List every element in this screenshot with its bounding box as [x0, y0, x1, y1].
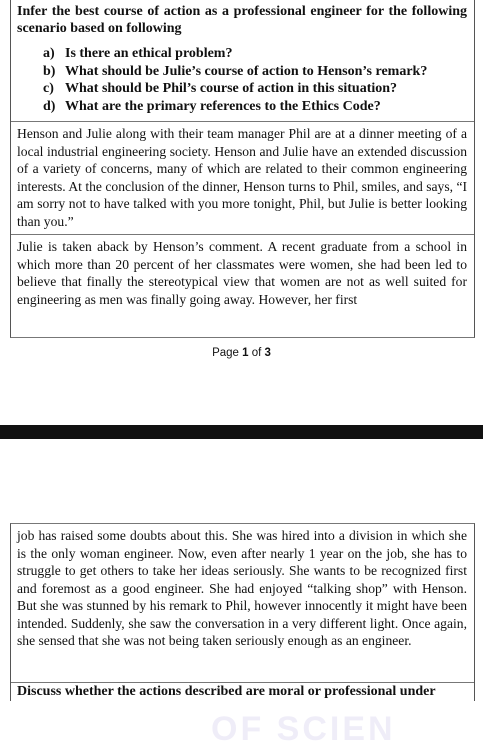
continuation-box	[10, 523, 475, 748]
scenario-paragraph-1: Henson and Julie along with their team manager Phil are at a dinner meeting of a local industrial engineering society. Henson and Julie have an extended discussion of a variety of concerns, many of which are related to their common engineering interests. At the conclusion of the dinner, Henson turns to Phil, smiles, and says, “I am sorry not to have talked with you more tonight, Phil, but Julie is better looking than you.”	[11, 121, 474, 234]
watermark: OF SCIEN	[211, 710, 396, 748]
question-text: What should be Julie’s course of action to Henson’s remark?	[65, 63, 428, 79]
question-letter: b)	[43, 63, 56, 79]
discussion-prompt: Discuss whether the actions described are moral or professional under	[11, 682, 474, 700]
question-letter: a)	[43, 46, 55, 61]
question-text: What should be Phil’s course of action in this situation?	[65, 81, 398, 96]
question-item	[43, 45, 467, 63]
page-number: Page 1 of 3	[212, 347, 271, 359]
document-page-2	[0, 439, 483, 748]
scenario-paragraph-3: job has raised some doubts about this. She was hired into a division in which she is the only woman engineer. Now, even after nearly 1 year on the job, she has to struggle to get others to take her ideas seriously. She wants to be recognized first and foremost as a good engineer. She had enjoyed “talking shop” with Henson. But she was stunned by his remark to Phil, however innocently it might have been intended. Suddenly, she saw the conversation in a very different light. Once again, she sensed that she was not being taken seriously enough as an engineer.	[17, 528, 467, 648]
question-letter: c)	[43, 81, 54, 96]
question-text: What are the primary references to the Ethics Code?	[65, 98, 381, 114]
question-box	[10, 0, 475, 338]
page-break-divider	[0, 425, 483, 439]
instructions-heading: Infer the best course of action as a professional engineer for the following scenario based on following	[17, 4, 467, 36]
question-item	[43, 98, 467, 116]
scenario-paragraph-2: Julie is taken aback by Henson’s comment. A recent graduate from a school in which more than 20 percent of her classmates were women, she had been led to believe that finally the stereotypical view that women are not as well suited for engineering as men was finally going away. However, her first	[11, 234, 474, 312]
question-text: Is there an ethical problem?	[65, 46, 233, 61]
question-letter: d)	[43, 98, 56, 114]
question-item	[43, 63, 467, 81]
question-list	[17, 45, 467, 117]
instructions-cell	[11, 0, 474, 121]
question-item	[43, 80, 467, 98]
